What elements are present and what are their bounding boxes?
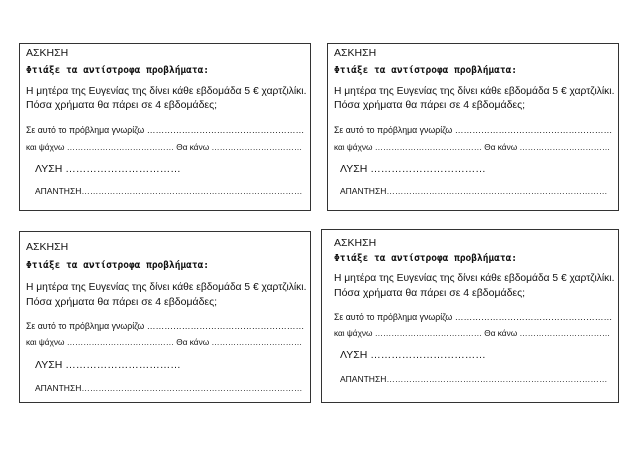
exercise-title: ΑΣΚΗΣΗ bbox=[26, 47, 69, 59]
answer-line: ΑΠΑΝΤΗΣΗ…………………………………………………………………… bbox=[35, 186, 303, 196]
seek-line: και ψάχνω ………………………………… Θα κάνω …………………………… bbox=[334, 143, 611, 152]
answer-line: ΑΠΑΝΤΗΣΗ…………………………………………………………………… bbox=[340, 186, 608, 196]
know-line: Σε αυτό το πρόβλημα γνωρίζω ……………………………………………… bbox=[334, 125, 613, 135]
exercise-title: ΑΣΚΗΣΗ bbox=[334, 47, 377, 59]
answer-line: ΑΠΑΝΤΗΣΗ…………………………………………………………………… bbox=[35, 383, 303, 393]
problem-line-1: Η μητέρα της Ευγενίας της δίνει κάθε εβδομάδα 5 € χαρτζιλίκι. bbox=[334, 86, 615, 97]
solution-line: ΛΥΣΗ …………………………… bbox=[35, 359, 181, 371]
exercise-heading: Φτιάξε τα αντίστροφα προβλήματα: bbox=[26, 65, 210, 76]
exercise-title: ΑΣΚΗΣΗ bbox=[26, 241, 69, 253]
solution-line: ΛΥΣΗ …………………………… bbox=[340, 349, 486, 361]
exercise-heading: Φτιάξε τα αντίστροφα προβλήματα: bbox=[334, 253, 518, 264]
exercise-card-top-right bbox=[327, 43, 619, 211]
problem-line-2: Πόσα χρήματα θα πάρει σε 4 εβδομάδες; bbox=[334, 287, 526, 299]
exercise-card-bottom-right bbox=[321, 229, 619, 403]
problem-line-2: Πόσα χρήματα θα πάρει σε 4 εβδομάδες; bbox=[26, 99, 218, 111]
know-line: Σε αυτό το πρόβλημα γνωρίζω ……………………………………………… bbox=[26, 321, 305, 331]
seek-line: και ψάχνω ………………………………… Θα κάνω …………………………… bbox=[334, 329, 611, 338]
problem-line-2: Πόσα χρήματα θα πάρει σε 4 εβδομάδες; bbox=[26, 296, 218, 308]
solution-line: ΛΥΣΗ …………………………… bbox=[340, 163, 486, 175]
exercise-heading: Φτιάξε τα αντίστροφα προβλήματα: bbox=[26, 260, 210, 271]
know-line: Σε αυτό το πρόβλημα γνωρίζω ……………………………………………… bbox=[26, 125, 305, 135]
exercise-title: ΑΣΚΗΣΗ bbox=[334, 237, 377, 249]
problem-line-1: Η μητέρα της Ευγενίας της δίνει κάθε εβδομάδα 5 € χαρτζιλίκι. bbox=[26, 282, 307, 293]
answer-line: ΑΠΑΝΤΗΣΗ…………………………………………………………………… bbox=[340, 374, 608, 384]
seek-line: και ψάχνω ………………………………… Θα κάνω …………………………… bbox=[26, 338, 303, 347]
problem-line-1: Η μητέρα της Ευγενίας της δίνει κάθε εβδομάδα 5 € χαρτζιλίκι. bbox=[334, 273, 615, 284]
exercise-heading: Φτιάξε τα αντίστροφα προβλήματα: bbox=[334, 65, 518, 76]
know-line: Σε αυτό το πρόβλημα γνωρίζω ……………………………………………… bbox=[334, 312, 613, 322]
exercise-card-top-left bbox=[19, 43, 311, 211]
solution-line: ΛΥΣΗ …………………………… bbox=[35, 163, 181, 175]
problem-line-1: Η μητέρα της Ευγενίας της δίνει κάθε εβδομάδα 5 € χαρτζιλίκι. bbox=[26, 86, 307, 97]
exercise-card-bottom-left bbox=[19, 231, 311, 403]
problem-line-2: Πόσα χρήματα θα πάρει σε 4 εβδομάδες; bbox=[334, 99, 526, 111]
seek-line: και ψάχνω ………………………………… Θα κάνω …………………………… bbox=[26, 143, 303, 152]
